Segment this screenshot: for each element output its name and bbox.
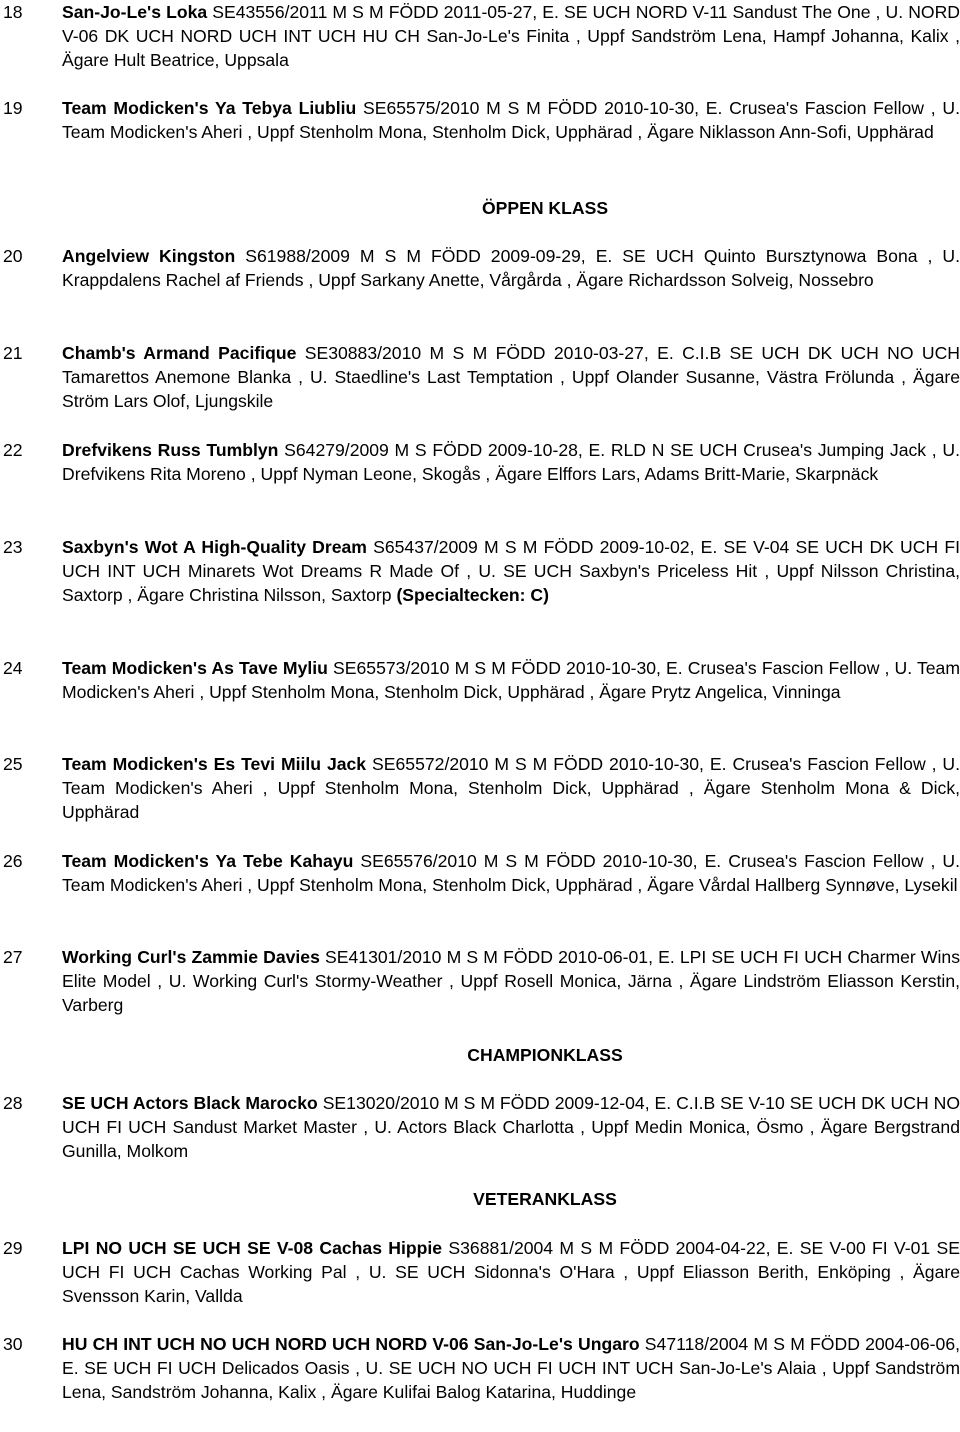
entry-details: SE43556/2011 M S M FÖDD 2011-05-27, E. SE UCH NORD V-11 Sandust The One , U. NORD V-06 DK UCH NORD UCH INT UCH HU CH San-Jo-Le's Finita , Uppf Sandström Lena, Hampf Johanna, Kalix , Ägare Hult Beatrice, Uppsala <box>62 2 960 71</box>
dog-name: SE UCH Actors Black Marocko <box>62 1093 318 1113</box>
dog-name: Team Modicken's Ya Tebe Kahayu <box>62 851 354 871</box>
dog-name: Angelview Kingston <box>62 246 236 266</box>
entry-number: 20 <box>3 246 23 266</box>
dog-name: Chamb's Armand Pacifique <box>62 343 297 363</box>
special-mark: (Specialtecken: C) <box>396 585 549 606</box>
dog-name: Team Modicken's Ya Tebya Liubliu <box>62 98 357 118</box>
entry-details: S64279/2009 M S FÖDD 2009-10-28, E. RLD N SE UCH Crusea's Jumping Jack , U. Drefvikens Rita Moreno , Uppf Nyman Leone, Skogås , Ägare Elffors Lars, Adams Britt-Marie, Skarpnäck <box>62 440 960 485</box>
class-heading-veteran: VETERANKLASS <box>473 1189 617 1209</box>
entry-details: SE65576/2010 M S M FÖDD 2010-10-30, E. Crusea's Fascion Fellow , U. Team Modicken's Aheri , Uppf Stenholm Mona, Stenholm Dick, Upphärad , Ägare Vårdal Hallberg Synnøve, Lysekil <box>62 851 960 896</box>
entry-details: SE65573/2010 M S M FÖDD 2010-10-30, E. Crusea's Fascion Fellow , U. Team Modicken's Aheri , Uppf Stenholm Mona, Stenholm Dick, Upphärad , Ägare Prytz Angelica, Vinninga <box>62 658 960 703</box>
entry-details: S65437/2009 M S M FÖDD 2009-10-02, E. SE V-04 SE UCH DK UCH FI UCH INT UCH Minarets Wot Dreams R Made Of , U. SE UCH Saxbyn's Priceless Hit , Uppf Nilsson Christina, Saxtorp , Ägare Christina Nilsson, Saxtorp <box>62 537 960 606</box>
entry-text <box>62 752 960 825</box>
entry-details: S47118/2004 M S M FÖDD 2004-06-06, E. SE UCH FI UCH Delicados Oasis , U. SE UCH NO UCH FI UCH INT UCH San-Jo-Le's Alaia , Uppf Sandström Lena, Sandström Johanna, Kalix , Ägare Kulifai Balog Katarina, Huddinge <box>62 1334 960 1403</box>
entry-details: SE30883/2010 M S M FÖDD 2010-03-27, E. C.I.B SE UCH DK UCH NO UCH Tamarettos Anemone Blanka , U. Staedline's Last Temptation , Uppf Olander Susanne, Västra Frölunda , Ägare Ström Lars Olof, Ljungskile <box>62 343 960 412</box>
dog-name: Team Modicken's As Tave Myliu <box>62 658 328 678</box>
entry-details: S61988/2009 M S M FÖDD 2009-09-29, E. SE UCH Quinto Bursztynowa Bona , U. Krappdalens Rachel af Friends , Uppf Sarkany Anette, Vårgårda , Ägare Richardsson Solveig, Nossebro <box>62 246 960 291</box>
entry-text <box>62 1332 960 1405</box>
entry-text <box>62 535 960 608</box>
entry-number: 19 <box>3 98 23 118</box>
entry-number: 25 <box>3 754 23 774</box>
entry-number: 22 <box>3 440 23 460</box>
entry-number: 23 <box>3 537 23 557</box>
entry-details: SE65575/2010 M S M FÖDD 2010-10-30, E. Crusea's Fascion Fellow , U. Team Modicken's Aheri , Uppf Stenholm Mona, Stenholm Dick, Upphärad , Ägare Niklasson Ann-Sofi, Upphärad <box>62 98 960 143</box>
entry-text <box>62 849 960 897</box>
class-heading-champion: CHAMPIONKLASS <box>467 1045 623 1065</box>
entry-number: 28 <box>3 1093 23 1113</box>
dog-name: Drefvikens Russ Tumblyn <box>62 440 279 460</box>
entry-text <box>62 0 960 73</box>
dog-name: Working Curl's Zammie Davies <box>62 947 320 967</box>
entry-text <box>62 1091 960 1164</box>
entry-text <box>62 244 960 292</box>
entry-text <box>62 1236 960 1309</box>
dog-name: HU CH INT UCH NO UCH NORD UCH NORD V-06 San-Jo-Le's Ungaro <box>62 1334 640 1354</box>
entry-details: SE65572/2010 M S M FÖDD 2010-10-30, E. Crusea's Fascion Fellow , U. Team Modicken's Aheri , Uppf Stenholm Mona, Stenholm Dick, Upphärad , Ägare Stenholm Mona & Dick, Upphärad <box>62 754 960 823</box>
entry-text <box>62 96 960 144</box>
dog-name: Team Modicken's Es Tevi Miilu Jack <box>62 754 367 774</box>
entry-details: SE41301/2010 M S M FÖDD 2010-06-01, E. LPI SE UCH FI UCH Charmer Wins Elite Model , U. Working Curl's Stormy-Weather , Uppf Rosell Monica, Järna , Ägare Lindström Eliasson Kerstin, Varberg <box>62 947 960 1016</box>
entry-number: 30 <box>3 1334 23 1354</box>
entry-number: 29 <box>3 1238 23 1258</box>
entry-number: 27 <box>3 947 23 967</box>
entry-number: 26 <box>3 851 23 871</box>
entry-details: SE13020/2010 M S M FÖDD 2009-12-04, E. C.I.B SE V-10 SE UCH DK UCH NO UCH FI UCH Sandust Market Master , U. Actors Black Charlotta , Uppf Medin Monica, Ösmo , Ägare Bergstrand Gunilla, Molkom <box>62 1093 960 1162</box>
entry-text <box>62 945 960 1018</box>
entry-number: 21 <box>3 343 23 363</box>
entry-text <box>62 341 960 414</box>
dog-name: Saxbyn's Wot A High-Quality Dream <box>62 537 367 557</box>
entry-text <box>62 438 960 486</box>
entry-details: S36881/2004 M S M FÖDD 2004-04-22, E. SE V-00 FI V-01 SE UCH FI UCH Cachas Working Pal , U. SE UCH Sidonna's O'Hara , Uppf Eliasson Berith, Enköping , Ägare Svensson Karin, Vallda <box>62 1238 960 1307</box>
class-heading-oppen: ÖPPEN KLASS <box>481 198 609 218</box>
entry-number: 18 <box>3 2 23 22</box>
entry-number: 24 <box>3 658 23 678</box>
entry-text <box>62 656 960 704</box>
dog-name: LPI NO UCH SE UCH SE V-08 Cachas Hippie <box>62 1238 443 1258</box>
dog-name: San-Jo-Le's Loka <box>62 2 208 22</box>
